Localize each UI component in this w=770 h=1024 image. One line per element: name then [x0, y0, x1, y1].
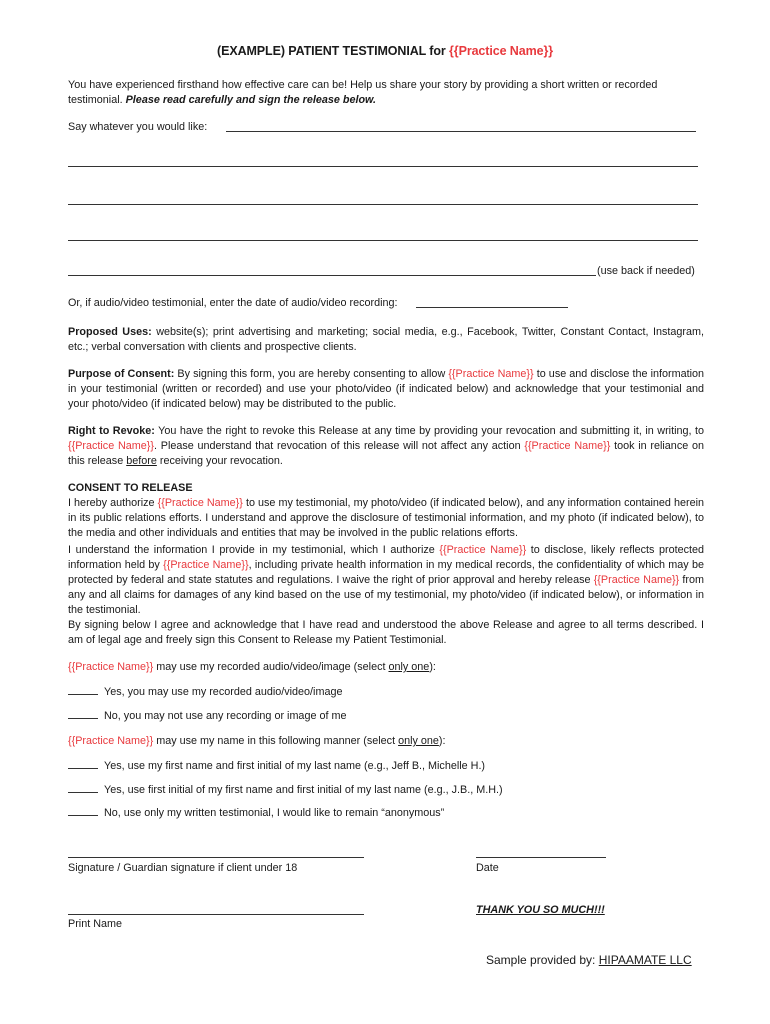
- consent-text: to disclose, likely reflects protected information held by: [68, 544, 705, 571]
- checkbox-blank[interactable]: [68, 805, 98, 816]
- av-date-field[interactable]: [416, 307, 568, 308]
- practice-name: {{Practice Name}}: [68, 440, 154, 452]
- option-label: Yes, you may use my recorded audio/video/image: [104, 686, 343, 698]
- testimonial-line-5[interactable]: [68, 275, 596, 276]
- practice-name: {{Practice Name}}: [524, 440, 611, 452]
- option-label: Yes, use first initial of my first name and first initial of my last name (e.g., J.B., M.H.): [104, 784, 503, 796]
- media-option-yes[interactable]: [68, 684, 342, 700]
- checkbox-blank[interactable]: [68, 782, 98, 793]
- option-label: No, you may not use any recording or image of me: [104, 710, 347, 722]
- option-label: No, use only my written testimonial, I would like to remain “anonymous”: [104, 807, 445, 819]
- consent-paragraph-2: [68, 543, 704, 618]
- revoke-text: You have the right to revoke this Release at any time by providing your revocation and submitting it, in writing, to: [154, 425, 704, 437]
- media-question: [68, 660, 704, 675]
- signature-line[interactable]: [68, 857, 364, 858]
- consent-text: I understand the information I provide in my testimonial, which I authorize: [68, 544, 440, 556]
- revoke-before: before: [126, 455, 157, 467]
- footer-text: Sample provided by:: [486, 953, 599, 967]
- testimonial-line-3[interactable]: [68, 204, 698, 205]
- only-one: only one: [388, 661, 430, 673]
- intro-text: testimonial.: [68, 94, 126, 106]
- consent-text: from any and all claims for damages of any kind based on the use of my testimonial, my photo/video (if indicated below), or information in the testimonial.: [68, 574, 704, 616]
- page-title: [0, 44, 770, 58]
- revoke-text: took in reliance on this release: [68, 440, 704, 467]
- consent-text: , including private health information in my medical records, the confidentiality of which may be protected by federal and state statutes and regulations. I waive the right of prior approval and hereby release: [68, 559, 705, 586]
- date-line[interactable]: [476, 857, 606, 858]
- practice-name: {{Practice Name}}: [157, 497, 243, 509]
- consent-paragraph-1: [68, 496, 704, 541]
- date-label: Date: [476, 862, 499, 874]
- use-back-note: (use back if needed): [597, 265, 695, 277]
- footer-link[interactable]: HIPAAMATE LLC: [598, 953, 692, 967]
- consent-heading: CONSENT TO RELEASE: [68, 482, 193, 494]
- name-option-first-initial[interactable]: [68, 758, 485, 774]
- practice-name: {{Practice Name}}: [448, 368, 534, 380]
- name-question-text: ):: [438, 735, 446, 747]
- thank-you-text: THANK YOU SO MUCH!!!: [476, 904, 605, 916]
- signature-label: Signature / Guardian signature if client under 18: [68, 862, 298, 874]
- print-name-label: Print Name: [68, 918, 123, 930]
- practice-name: {{Practice Name}}: [163, 559, 249, 571]
- practice-name: {{Practice Name}}: [593, 574, 680, 586]
- practice-name: {{Practice Name}}: [68, 661, 154, 673]
- purpose-text: By signing this form, you are hereby consenting to allow: [174, 368, 449, 380]
- media-question-text: ):: [429, 661, 436, 673]
- revoke-heading: Right to Revoke:: [68, 425, 155, 437]
- consent-text: to use my testimonial, my photo/video (if indicated below), and any information contained herein in its public relations efforts. I understand and approve the disclosure of testimonial information, and my photo (if indicated below), to the media and other individuals and entities that may be involved in the public relations efforts.: [68, 497, 705, 539]
- name-question: [68, 734, 704, 749]
- purpose-of-consent: [68, 367, 704, 412]
- checkbox-blank[interactable]: [68, 758, 98, 769]
- testimonial-line-2[interactable]: [68, 166, 698, 167]
- testimonial-line-1[interactable]: [226, 131, 696, 132]
- media-option-no[interactable]: [68, 708, 346, 724]
- practice-name: {{Practice Name}}: [439, 544, 527, 556]
- say-label: Say whatever you would like:: [68, 121, 208, 133]
- media-question-text: may use my recorded audio/video/image (select: [153, 661, 389, 673]
- revoke-text: . Please understand that revocation of this release will not affect any action: [153, 440, 525, 452]
- checkbox-blank[interactable]: [68, 708, 98, 719]
- revoke-text: receiving your revocation.: [156, 455, 283, 467]
- title-text: (EXAMPLE) PATIENT TESTIMONIAL for: [217, 44, 450, 58]
- name-option-anonymous[interactable]: [68, 805, 444, 821]
- av-date-label: Or, if audio/video testimonial, enter the date of audio/video recording:: [68, 297, 398, 309]
- intro-emphasis: Please read carefully and sign the release below.: [125, 94, 377, 106]
- title-practice-name: {{Practice Name}}: [449, 44, 553, 58]
- name-question-text: may use my name in this following manner (select: [153, 735, 399, 747]
- testimonial-line-4[interactable]: [68, 240, 698, 241]
- consent-text: I hereby authorize: [68, 497, 158, 509]
- proposed-text: website(s); print advertising and marketing; social media, e.g., Facebook, Twitter, Constant Contact, Instagram, etc.; verbal conversation with clients and prospective clients.: [68, 326, 705, 353]
- proposed-heading: Proposed Uses:: [68, 326, 152, 338]
- intro-paragraph: [68, 78, 704, 108]
- purpose-heading: Purpose of Consent:: [68, 368, 175, 380]
- option-label: Yes, use my first name and first initial of my last name (e.g., Jeff B., Michelle H.): [104, 760, 486, 772]
- checkbox-blank[interactable]: [68, 684, 98, 695]
- name-option-initials[interactable]: [68, 782, 503, 798]
- right-to-revoke: [68, 424, 704, 469]
- purpose-text: to use and disclose the information in your testimonial (written or recorded) and use your photo/video (if indicated below) and acknowledge that your testimonial and your photo/video (if indicated below) may be distributed to the public.: [68, 368, 704, 410]
- only-one: only one: [398, 735, 439, 747]
- print-name-line[interactable]: [68, 914, 364, 915]
- proposed-uses: [68, 325, 704, 355]
- consent-paragraph-3: By signing below I agree and acknowledge that I have read and understood the above Release and agree to all terms described. I am of legal age and freely sign this Consent to Release my Patient Testimonial.: [68, 619, 704, 646]
- intro-line-2: [68, 93, 704, 108]
- intro-line-1: You have experienced firsthand how effective care can be! Help us share your story by providing a short written or recorded: [68, 79, 658, 91]
- practice-name: {{Practice Name}}: [68, 735, 154, 747]
- footer: [486, 953, 692, 967]
